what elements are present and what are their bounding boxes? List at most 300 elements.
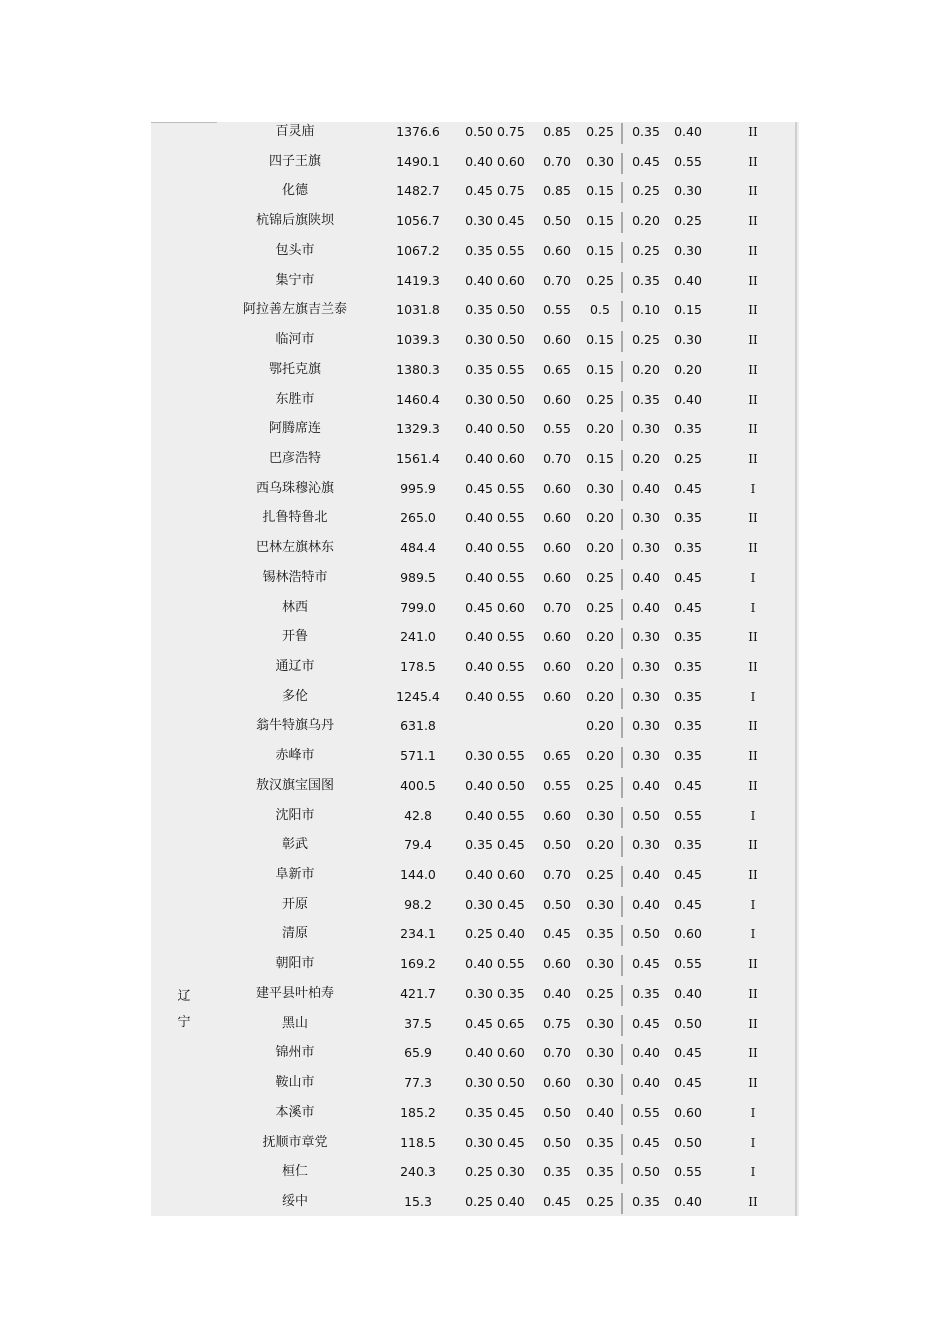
wind-pressure-cell: 0.40 0.55 (465, 659, 525, 674)
wind-pressure-cell: 0.40 0.55 (465, 807, 525, 823)
snow-pressure-100yr-cell: 0.35 (674, 837, 702, 853)
snow-load-zone-cell: II (748, 273, 758, 288)
wind-pressure-cell: 0.35 0.55 (465, 242, 525, 258)
snow-pressure-10yr-cell: 0.30 (586, 1045, 614, 1061)
table-row (151, 656, 799, 686)
table-row (151, 894, 799, 924)
table-row (151, 864, 799, 894)
snow-pressure-50yr-cell: 0.30 (632, 629, 660, 645)
column-separator (621, 717, 623, 738)
station-name-cell: 扎鲁特鲁北 (262, 510, 328, 526)
station-name-cell: 朝阳市 (275, 956, 315, 972)
snow-load-zone-cell: I (750, 1165, 756, 1180)
snow-pressure-50yr-cell: 0.25 (632, 183, 660, 199)
column-separator (621, 688, 623, 709)
wind-pressure-cell: 0.40 0.60 (465, 272, 525, 288)
column-separator (621, 182, 623, 203)
wind-pressure-100yr-cell: 0.45 (543, 926, 571, 942)
wind-pressure-cell: 0.30 0.50 (465, 1075, 525, 1090)
snow-pressure-50yr-cell: 0.20 (632, 213, 660, 229)
snow-load-zone-cell: II (748, 125, 758, 139)
wind-pressure-cell: 0.40 0.55 (465, 688, 525, 704)
wind-pressure-100yr-cell: 0.60 (543, 807, 571, 823)
altitude-cell: 234.1 (400, 926, 436, 942)
wind-pressure-cell: 0.45 0.55 (465, 480, 525, 496)
altitude-cell: 571.1 (400, 748, 436, 764)
column-separator (621, 1163, 623, 1184)
wind-pressure-100yr-cell (529, 715, 585, 745)
table-row (151, 180, 799, 210)
snow-pressure-10yr-cell: 0.25 (586, 569, 614, 585)
wind-pressure-cell: 0.35 0.50 (465, 302, 525, 318)
column-separator (621, 1193, 623, 1214)
column-separator (621, 450, 623, 471)
table-row (151, 121, 799, 151)
table-row (151, 626, 799, 656)
wind-pressure-cell: 0.40 0.60 (465, 450, 525, 466)
station-name-cell: 临河市 (275, 332, 315, 347)
altitude-cell: 1460.4 (396, 391, 440, 407)
wind-pressure-cell: 0.35 0.45 (465, 1104, 525, 1120)
snow-pressure-100yr-cell: 0.35 (674, 629, 702, 645)
column-separator (621, 123, 623, 144)
wind-pressure-100yr-cell: 0.60 (543, 956, 571, 972)
altitude-cell: 144.0 (400, 867, 436, 882)
station-name-cell: 集宁市 (275, 272, 315, 288)
snow-pressure-50yr-cell: 0.20 (632, 450, 660, 466)
wind-pressure-100yr-cell: 0.70 (543, 272, 571, 288)
snow-load-zone-cell: II (748, 422, 758, 437)
snow-load-zone-cell: II (748, 868, 758, 882)
wind-pressure-100yr-cell: 0.60 (543, 629, 571, 645)
column-separator (621, 242, 623, 263)
wind-pressure-100yr-cell: 0.60 (543, 391, 571, 407)
province-label-char-1: 辽 (177, 989, 191, 1004)
wind-pressure-cell: 0.40 0.60 (465, 153, 525, 169)
snow-pressure-50yr-cell: 0.40 (632, 1045, 660, 1061)
snow-pressure-10yr-cell: 0.20 (586, 510, 614, 526)
station-name-cell: 百灵庙 (275, 124, 315, 139)
altitude-cell: 169.2 (400, 956, 436, 972)
wind-pressure-cell: 0.45 0.75 (465, 183, 525, 199)
altitude-cell: 1067.2 (396, 242, 440, 258)
wind-pressure-100yr-cell: 0.45 (543, 1193, 571, 1209)
station-name-cell: 绥中 (281, 1193, 308, 1209)
wind-pressure-100yr-cell: 0.50 (543, 896, 571, 912)
station-name-cell: 巴彦浩特 (268, 450, 321, 466)
snow-pressure-100yr-cell: 0.60 (674, 926, 702, 942)
snow-load-zone-cell: II (748, 214, 758, 229)
table-row (151, 240, 799, 270)
altitude-cell: 240.3 (400, 1164, 436, 1180)
wind-pressure-cell: 0.40 0.50 (465, 777, 525, 793)
table-row (151, 745, 799, 775)
station-name-cell: 东胜市 (275, 391, 315, 407)
wind-pressure-cell: 0.45 0.60 (465, 599, 525, 615)
snow-pressure-50yr-cell: 0.40 (632, 896, 660, 912)
snow-pressure-10yr-cell: 0.15 (586, 213, 614, 229)
wind-pressure-100yr-cell: 0.70 (543, 867, 571, 882)
altitude-cell: 400.5 (400, 777, 436, 793)
station-name-cell: 本溪市 (275, 1104, 315, 1120)
wind-pressure-100yr-cell: 0.70 (543, 1045, 571, 1061)
wind-pressure-cell: 0.45 0.65 (465, 1015, 525, 1031)
column-separator (621, 985, 623, 1006)
column-separator (621, 1134, 623, 1155)
snow-pressure-10yr-cell: 0.25 (586, 599, 614, 615)
column-separator (621, 747, 623, 768)
station-name-cell: 翁牛特旗乌丹 (255, 718, 334, 734)
snow-pressure-100yr-cell: 0.55 (674, 807, 702, 823)
station-name-cell: 锦州市 (275, 1045, 315, 1061)
wind-pressure-cell (463, 715, 527, 745)
table-row (151, 923, 799, 953)
table-row (151, 567, 799, 597)
wind-pressure-100yr-cell: 0.55 (543, 777, 571, 793)
column-separator (621, 1104, 623, 1125)
province-label-char-2: 宁 (177, 1015, 191, 1030)
snow-pressure-100yr-cell: 0.50 (674, 1134, 702, 1150)
snow-load-zone-cell: I (750, 1135, 756, 1150)
snow-pressure-50yr-cell: 0.40 (632, 569, 660, 585)
table-row (151, 1161, 799, 1191)
wind-pressure-cell: 0.30 0.35 (465, 985, 525, 1001)
wind-pressure-100yr-cell: 0.60 (543, 242, 571, 258)
snow-pressure-100yr-cell: 0.35 (674, 421, 702, 437)
wind-pressure-cell: 0.25 0.40 (465, 1193, 525, 1209)
snow-pressure-50yr-cell: 0.50 (632, 926, 660, 942)
snow-pressure-100yr-cell: 0.45 (674, 1075, 702, 1090)
table-row (151, 686, 799, 716)
snow-pressure-100yr-cell: 0.35 (674, 718, 702, 734)
wind-pressure-100yr-cell: 0.60 (543, 1075, 571, 1090)
snow-pressure-10yr-cell: 0.15 (586, 332, 614, 347)
column-separator (621, 272, 623, 293)
snow-pressure-10yr-cell: 0.15 (586, 450, 614, 466)
altitude-cell: 484.4 (400, 540, 436, 556)
snow-pressure-100yr-cell: 0.35 (674, 510, 702, 526)
station-name-cell: 通辽市 (275, 659, 315, 674)
snow-pressure-50yr-cell: 0.10 (632, 302, 660, 318)
snow-pressure-100yr-cell: 0.35 (674, 748, 702, 764)
column-separator (621, 836, 623, 857)
table-row (151, 805, 799, 835)
snow-pressure-10yr-cell: 0.35 (586, 926, 614, 942)
altitude-cell: 631.8 (400, 718, 436, 734)
table-row (151, 389, 799, 419)
table-row (151, 418, 799, 448)
altitude-cell: 1561.4 (396, 450, 440, 466)
station-name-cell: 阜新市 (275, 867, 315, 882)
wind-pressure-100yr-cell: 0.70 (543, 599, 571, 615)
column-separator (621, 1015, 623, 1036)
snow-pressure-100yr-cell: 0.35 (674, 688, 702, 704)
wind-pressure-100yr-cell: 0.60 (543, 540, 571, 556)
snow-pressure-100yr-cell: 0.30 (674, 332, 702, 347)
table-row (151, 834, 799, 864)
wind-pressure-cell: 0.30 0.50 (465, 332, 525, 347)
station-name-cell: 黑山 (281, 1015, 308, 1031)
altitude-cell: 241.0 (400, 629, 436, 645)
snow-pressure-50yr-cell: 0.25 (632, 332, 660, 347)
snow-pressure-10yr-cell: 0.25 (586, 777, 614, 793)
snow-pressure-100yr-cell: 0.40 (674, 272, 702, 288)
snow-pressure-10yr-cell: 0.30 (586, 956, 614, 972)
snow-load-zone-cell: II (748, 957, 758, 972)
wind-pressure-100yr-cell: 0.50 (543, 837, 571, 853)
snow-pressure-10yr-cell: 0.20 (586, 718, 614, 734)
snow-pressure-100yr-cell: 0.40 (674, 124, 702, 139)
snow-pressure-100yr-cell: 0.50 (674, 1015, 702, 1031)
snow-pressure-100yr-cell: 0.25 (674, 450, 702, 466)
snow-load-zone-cell: II (748, 630, 758, 645)
column-separator (621, 925, 623, 946)
altitude-cell: 1056.7 (396, 213, 440, 229)
snow-pressure-10yr-cell: 0.20 (586, 629, 614, 645)
altitude-cell: 37.5 (404, 1015, 432, 1031)
snow-pressure-10yr-cell: 0.25 (586, 985, 614, 1001)
snow-load-zone-cell: I (750, 808, 756, 823)
snow-pressure-10yr-cell: 0.25 (586, 124, 614, 139)
snow-pressure-100yr-cell: 0.55 (674, 956, 702, 972)
snow-pressure-50yr-cell: 0.45 (632, 1134, 660, 1150)
snow-pressure-50yr-cell: 0.45 (632, 956, 660, 972)
wind-pressure-cell: 0.30 0.45 (465, 1134, 525, 1150)
snow-load-zone-cell: II (748, 184, 758, 199)
station-name-cell: 开鲁 (281, 629, 308, 645)
snow-load-zone-cell: II (748, 154, 758, 169)
station-name-cell: 多伦 (281, 688, 308, 704)
altitude-cell: 995.9 (400, 480, 436, 496)
table-row (151, 448, 799, 478)
snow-pressure-100yr-cell: 0.30 (674, 183, 702, 199)
snow-load-zone-cell: II (748, 303, 758, 318)
snow-pressure-10yr-cell: 0.15 (586, 361, 614, 377)
altitude-cell: 15.3 (404, 1193, 432, 1209)
station-name-cell: 巴林左旗林东 (255, 540, 334, 556)
column-separator (621, 509, 623, 530)
snow-pressure-50yr-cell: 0.20 (632, 361, 660, 377)
column-separator (621, 301, 623, 322)
altitude-cell: 265.0 (400, 510, 436, 526)
wind-pressure-cell: 0.40 0.60 (465, 867, 525, 882)
snow-pressure-100yr-cell: 0.55 (674, 1164, 702, 1180)
column-separator (621, 1044, 623, 1065)
snow-pressure-100yr-cell: 0.60 (674, 1104, 702, 1120)
snow-load-zone-cell: II (748, 243, 758, 258)
wind-pressure-cell: 0.35 0.55 (465, 361, 525, 377)
wind-pressure-100yr-cell: 0.50 (543, 1134, 571, 1150)
station-name-cell: 阿拉善左旗吉兰泰 (242, 302, 347, 318)
snow-load-zone-cell: II (748, 511, 758, 526)
column-separator (621, 866, 623, 887)
snow-pressure-10yr-cell: 0.30 (586, 807, 614, 823)
column-separator (621, 955, 623, 976)
altitude-cell: 1039.3 (396, 332, 440, 347)
table-row (151, 597, 799, 627)
station-name-cell: 林西 (281, 599, 308, 615)
altitude-cell: 1376.6 (396, 124, 440, 139)
snow-pressure-100yr-cell: 0.20 (674, 361, 702, 377)
altitude-cell: 42.8 (404, 807, 432, 823)
snow-pressure-100yr-cell: 0.40 (674, 391, 702, 407)
wind-pressure-cell: 0.40 0.55 (465, 540, 525, 556)
column-separator (621, 896, 623, 917)
altitude-cell: 799.0 (400, 599, 436, 615)
station-name-cell: 赤峰市 (275, 748, 315, 764)
snow-pressure-50yr-cell: 0.30 (632, 510, 660, 526)
snow-pressure-50yr-cell: 0.40 (632, 1075, 660, 1090)
wind-pressure-100yr-cell: 0.70 (543, 153, 571, 169)
table-row (151, 478, 799, 508)
station-name-cell: 鄂托克旗 (268, 361, 321, 377)
snow-pressure-10yr-cell: 0.30 (586, 1075, 614, 1090)
wind-pressure-cell: 0.40 0.60 (465, 1045, 525, 1061)
snow-load-zone-cell: II (748, 1046, 758, 1061)
wind-pressure-cell: 0.25 0.40 (465, 926, 525, 942)
snow-pressure-10yr-cell: 0.35 (586, 1134, 614, 1150)
station-name-cell: 彰武 (281, 837, 308, 853)
snow-load-zone-cell: II (748, 1016, 758, 1031)
table-row (151, 1042, 799, 1072)
altitude-cell: 185.2 (400, 1104, 436, 1120)
column-separator (621, 391, 623, 412)
snow-pressure-100yr-cell: 0.40 (674, 985, 702, 1001)
snow-load-zone-cell: II (748, 838, 758, 853)
snow-load-zone-cell: I (750, 927, 756, 942)
snow-pressure-50yr-cell: 0.35 (632, 1193, 660, 1209)
snow-pressure-50yr-cell: 0.25 (632, 242, 660, 258)
wind-pressure-cell: 0.40 0.55 (465, 629, 525, 645)
table-row (151, 299, 799, 329)
wind-pressure-cell: 0.30 0.45 (465, 213, 525, 229)
station-name-cell: 阿腾席连 (268, 421, 321, 437)
wind-pressure-100yr-cell: 0.60 (543, 688, 571, 704)
column-separator (621, 628, 623, 649)
snow-load-zone-cell: II (748, 541, 758, 556)
snow-pressure-50yr-cell: 0.35 (632, 272, 660, 288)
wind-pressure-cell: 0.40 0.55 (465, 510, 525, 526)
snow-pressure-100yr-cell: 0.30 (674, 242, 702, 258)
snow-pressure-50yr-cell: 0.50 (632, 807, 660, 823)
wind-pressure-100yr-cell: 0.75 (543, 1015, 571, 1031)
wind-pressure-100yr-cell: 0.55 (543, 421, 571, 437)
snow-pressure-10yr-cell: 0.25 (586, 272, 614, 288)
table-row (151, 775, 799, 805)
snow-load-zone-cell: II (748, 392, 758, 407)
snow-pressure-100yr-cell: 0.45 (674, 569, 702, 585)
column-separator (621, 599, 623, 620)
snow-load-zone-cell: I (750, 481, 756, 496)
snow-pressure-50yr-cell: 0.40 (632, 480, 660, 496)
altitude-cell: 1380.3 (396, 361, 440, 377)
snow-pressure-10yr-cell: 0.5 (590, 302, 610, 318)
snow-pressure-100yr-cell: 0.55 (674, 153, 702, 169)
column-separator (621, 153, 623, 174)
station-name-cell: 敖汉旗宝国图 (255, 777, 334, 793)
snow-pressure-10yr-cell: 0.20 (586, 659, 614, 674)
snow-pressure-50yr-cell: 0.50 (632, 1164, 660, 1180)
table-row (151, 983, 799, 1013)
altitude-cell: 1482.7 (396, 183, 440, 199)
altitude-cell: 989.5 (400, 569, 436, 585)
snow-load-zone-cell: I (750, 897, 756, 912)
column-separator (621, 361, 623, 382)
column-separator (621, 420, 623, 441)
altitude-cell: 98.2 (404, 896, 432, 912)
snow-pressure-100yr-cell: 0.40 (674, 1193, 702, 1209)
snow-pressure-100yr-cell: 0.45 (674, 1045, 702, 1061)
wind-pressure-cell: 0.25 0.30 (465, 1164, 525, 1180)
snow-pressure-50yr-cell: 0.40 (632, 777, 660, 793)
snow-pressure-50yr-cell: 0.35 (632, 124, 660, 139)
snow-pressure-50yr-cell: 0.55 (632, 1104, 660, 1120)
snow-load-zone-cell: I (750, 570, 756, 585)
table-row (151, 715, 799, 745)
station-name-cell: 开原 (281, 896, 308, 912)
column-separator (621, 1074, 623, 1095)
snow-pressure-10yr-cell: 0.20 (586, 837, 614, 853)
wind-pressure-100yr-cell: 0.70 (543, 450, 571, 466)
column-separator (621, 569, 623, 590)
snow-pressure-50yr-cell: 0.45 (632, 1015, 660, 1031)
table-row (151, 1191, 799, 1221)
snow-pressure-50yr-cell: 0.40 (632, 599, 660, 615)
table-row (151, 1102, 799, 1132)
column-separator (621, 539, 623, 560)
snow-pressure-10yr-cell: 0.30 (586, 896, 614, 912)
snow-pressure-10yr-cell: 0.20 (586, 540, 614, 556)
wind-pressure-100yr-cell: 0.40 (543, 985, 571, 1001)
snow-load-zone-cell: II (748, 362, 758, 377)
snow-pressure-100yr-cell: 0.45 (674, 480, 702, 496)
station-name-cell: 建平县叶柏寿 (255, 985, 334, 1001)
altitude-cell: 1245.4 (396, 688, 440, 704)
table-row (151, 359, 799, 389)
snow-pressure-100yr-cell: 0.45 (674, 867, 702, 882)
wind-pressure-100yr-cell: 0.60 (543, 510, 571, 526)
station-name-cell: 抚顺市章党 (262, 1134, 328, 1150)
snow-load-zone-cell: II (748, 986, 758, 1001)
snow-pressure-10yr-cell: 0.25 (586, 1193, 614, 1209)
wind-pressure-100yr-cell: 0.85 (543, 183, 571, 199)
wind-pressure-cell: 0.40 0.55 (465, 569, 525, 585)
wind-pressure-100yr-cell: 0.60 (543, 659, 571, 674)
snow-pressure-50yr-cell: 0.45 (632, 153, 660, 169)
wind-pressure-cell: 0.50 0.75 (465, 124, 525, 139)
altitude-cell: 77.3 (404, 1075, 432, 1090)
wind-pressure-cell: 0.40 0.50 (465, 421, 525, 437)
table-row (151, 507, 799, 537)
table-row (151, 953, 799, 983)
altitude-cell: 1329.3 (396, 421, 440, 437)
snow-pressure-50yr-cell: 0.30 (632, 837, 660, 853)
table-row (151, 270, 799, 300)
column-separator (621, 331, 623, 352)
altitude-cell: 1419.3 (396, 272, 440, 288)
snow-pressure-10yr-cell: 0.30 (586, 480, 614, 496)
snow-pressure-50yr-cell: 0.30 (632, 748, 660, 764)
wind-pressure-cell: 0.40 0.55 (465, 956, 525, 972)
column-separator (621, 807, 623, 828)
altitude-cell: 1490.1 (396, 153, 440, 169)
table-row (151, 210, 799, 240)
snow-pressure-10yr-cell: 0.30 (586, 1015, 614, 1031)
station-name-cell: 锡林浩特市 (262, 569, 328, 585)
snow-pressure-50yr-cell: 0.30 (632, 718, 660, 734)
wind-pressure-cell: 0.30 0.45 (465, 896, 525, 912)
wind-pressure-100yr-cell: 0.60 (543, 480, 571, 496)
